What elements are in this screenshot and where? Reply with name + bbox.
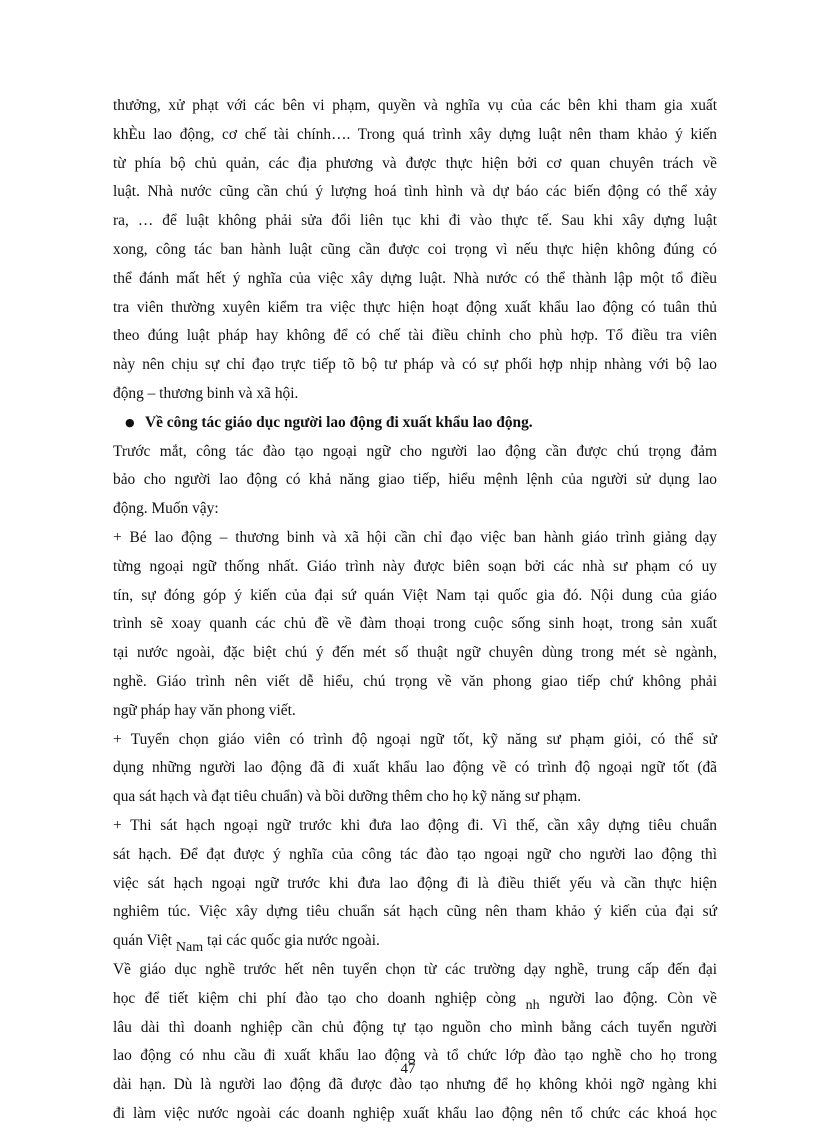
paragraph-vocational-training bbox=[113, 956, 717, 1129]
text-line: thể đánh mất hết ý nghĩa của việc xây dựng luật. Nhà nước có thể thành lập một tổ điều bbox=[113, 269, 717, 287]
text-line: lao động có nhu cầu đi xuất khẩu lao động và tổ chức lớp đào tạo nghề cho họ trong bbox=[113, 1047, 717, 1065]
text-line: nghiêm túc. Việc xây dựng tiêu chuẩn sát hạch cũng nên tham khảo ý kiến của đại sứ bbox=[113, 903, 717, 921]
text-line: ngữ pháp hay văn phong viết. bbox=[113, 701, 296, 719]
text-line: + Bé lao động – thương binh và xã hội cần chỉ đạo việc ban hành giáo trình giảng dạy bbox=[113, 528, 717, 546]
text-line: khÈu lao động, cơ chế tài chính…. Trong quá trình xây dựng luật nên tham khảo ý kiến bbox=[113, 125, 717, 143]
paragraph-language-exam bbox=[113, 812, 717, 956]
text-line bbox=[113, 985, 717, 1014]
page-body bbox=[113, 92, 717, 1129]
text-line: đi làm việc nước ngoài các doanh nghiệp xuất khẩu lao động nên tổ chức các khoá học bbox=[113, 1104, 717, 1122]
text-line: ra, … để luật không phải sửa đổi liên tục khi đi vào thực tế. Sau khi xây dựng luật bbox=[113, 212, 717, 230]
paragraph-curriculum bbox=[113, 524, 717, 726]
text-line: qua sát hạch và đạt tiêu chuẩn) và bồi dưỡng thêm cho họ kỹ năng sư phạm. bbox=[113, 788, 582, 806]
text-line bbox=[113, 927, 717, 956]
text-line: dài hạn. Dù là người lao động đã được đào tạo nhưng để họ không khỏi ngỡ ngàng khi bbox=[113, 1076, 717, 1094]
bullet-icon: ● bbox=[125, 415, 135, 429]
paragraph-law-drafting bbox=[113, 92, 717, 409]
text-line: dụng những người lao động đã đi xuất khẩu lao động về có trình độ ngoại ngữ tốt (đã bbox=[113, 759, 717, 777]
text-line: từng ngoại ngữ thống nhất. Giáo trình này được biên soạn bởi các nhà sư phạm có uy bbox=[113, 557, 717, 575]
text-line: theo đúng luật pháp hay không để có chế tài điều chỉnh cho phù hợp. Tổ điều tra viên bbox=[113, 327, 717, 345]
section-heading-text: Về công tác giáo dục người lao động đi xuất khẩu lao động. bbox=[145, 413, 533, 431]
text-fragment: tại các quốc gia nước ngoài. bbox=[207, 932, 380, 950]
text-line: bảo cho người lao động có khả năng giao tiếp, hiểu mệnh lệnh của người sử dụng lao bbox=[113, 471, 717, 489]
text-line: động – thương binh và xã hội. bbox=[113, 384, 299, 402]
text-fragment: người lao động. Còn về bbox=[549, 989, 717, 1007]
text-fragment-subscript: nh bbox=[525, 997, 540, 1013]
page-number: 47 bbox=[400, 1061, 416, 1077]
text-line: + Tuyển chọn giáo viên có trình độ ngoại ngữ tốt, kỹ năng sư phạm giỏi, có thể sử bbox=[113, 730, 717, 748]
text-line: luật. Nhà nước cũng cần chú ý lượng hoá tình hình và dự báo các biến động có thể xảy bbox=[113, 183, 717, 201]
text-line: trình sẽ xoay quanh các chủ đề về đàm thoại trong cuộc sống sinh hoạt, trong sản xuất bbox=[113, 615, 717, 633]
text-line: thưởng, xử phạt với các bên vi phạm, quyền và nghĩa vụ của các bên khi tham gia xuất bbox=[113, 97, 717, 114]
text-line: việc sát hạch ngoại ngữ trước khi đưa lao động đi là điều thiết yếu và cần thực hiện bbox=[113, 874, 717, 892]
text-line: nghề. Giáo trình nên viết dễ hiểu, chú trọng về văn phong giao tiếp chứ không phải bbox=[113, 672, 717, 690]
text-line: + Thi sát hạch ngoại ngữ trước khi đưa lao động đi. Vì thế, cần xây dựng tiêu chuẩn bbox=[113, 816, 717, 834]
text-line: sát hạch. Để đạt được ý nghĩa của công tác đào tạo ngoại ngữ cho người lao động thì bbox=[113, 845, 717, 863]
text-fragment: học để tiết kiệm chi phí đào tạo cho doanh nghiệp còng bbox=[113, 989, 517, 1007]
text-line: tín, sự đóng góp ý kiến của đại sứ quán Việt Nam tại quốc gia đó. Nội dung của giáo bbox=[113, 586, 717, 604]
text-fragment: quán Việt bbox=[113, 932, 173, 950]
paragraph-teacher-selection bbox=[113, 726, 717, 812]
text-line: từ phía bộ chủ quản, các địa phương và được thực hiện bởi cơ quan chuyên trách về bbox=[113, 154, 717, 172]
section-heading bbox=[113, 409, 717, 438]
text-line: lâu dài thì doanh nghiệp cần chủ động tự tạo nguồn cho mình bằng cách tuyển người bbox=[113, 1018, 717, 1036]
text-line: này nên chịu sự chỉ đạo trực tiếp tõ bộ tư pháp và có sự phối hợp nhịp nhàng với bộ lao bbox=[113, 356, 717, 374]
text-line: tại nước ngoài, đặc biệt chú ý đến mét số thuật ngữ chuyên dùng trong mét sè ngành, bbox=[113, 644, 717, 662]
text-line: xong, công tác ban hành luật cũng cần được coi trọng vì nếu thực hiện không đúng có bbox=[113, 240, 717, 258]
text-line: động. Muốn vậy: bbox=[113, 500, 219, 518]
text-line: Về giáo dục nghề trước hết nên tuyển chọn từ các trường dạy nghề, trung cấp đến đại bbox=[113, 960, 717, 978]
text-line: Trước mắt, công tác đào tạo ngoại ngữ cho người lao động cần được chú trọng đảm bbox=[113, 442, 717, 460]
text-fragment-subscript: Nam bbox=[175, 940, 204, 956]
paragraph-language-training bbox=[113, 438, 717, 524]
text-line: tra viên thường xuyên kiểm tra việc thực hiện hoạt động xuất khẩu lao động có tuân thủ bbox=[113, 298, 717, 316]
